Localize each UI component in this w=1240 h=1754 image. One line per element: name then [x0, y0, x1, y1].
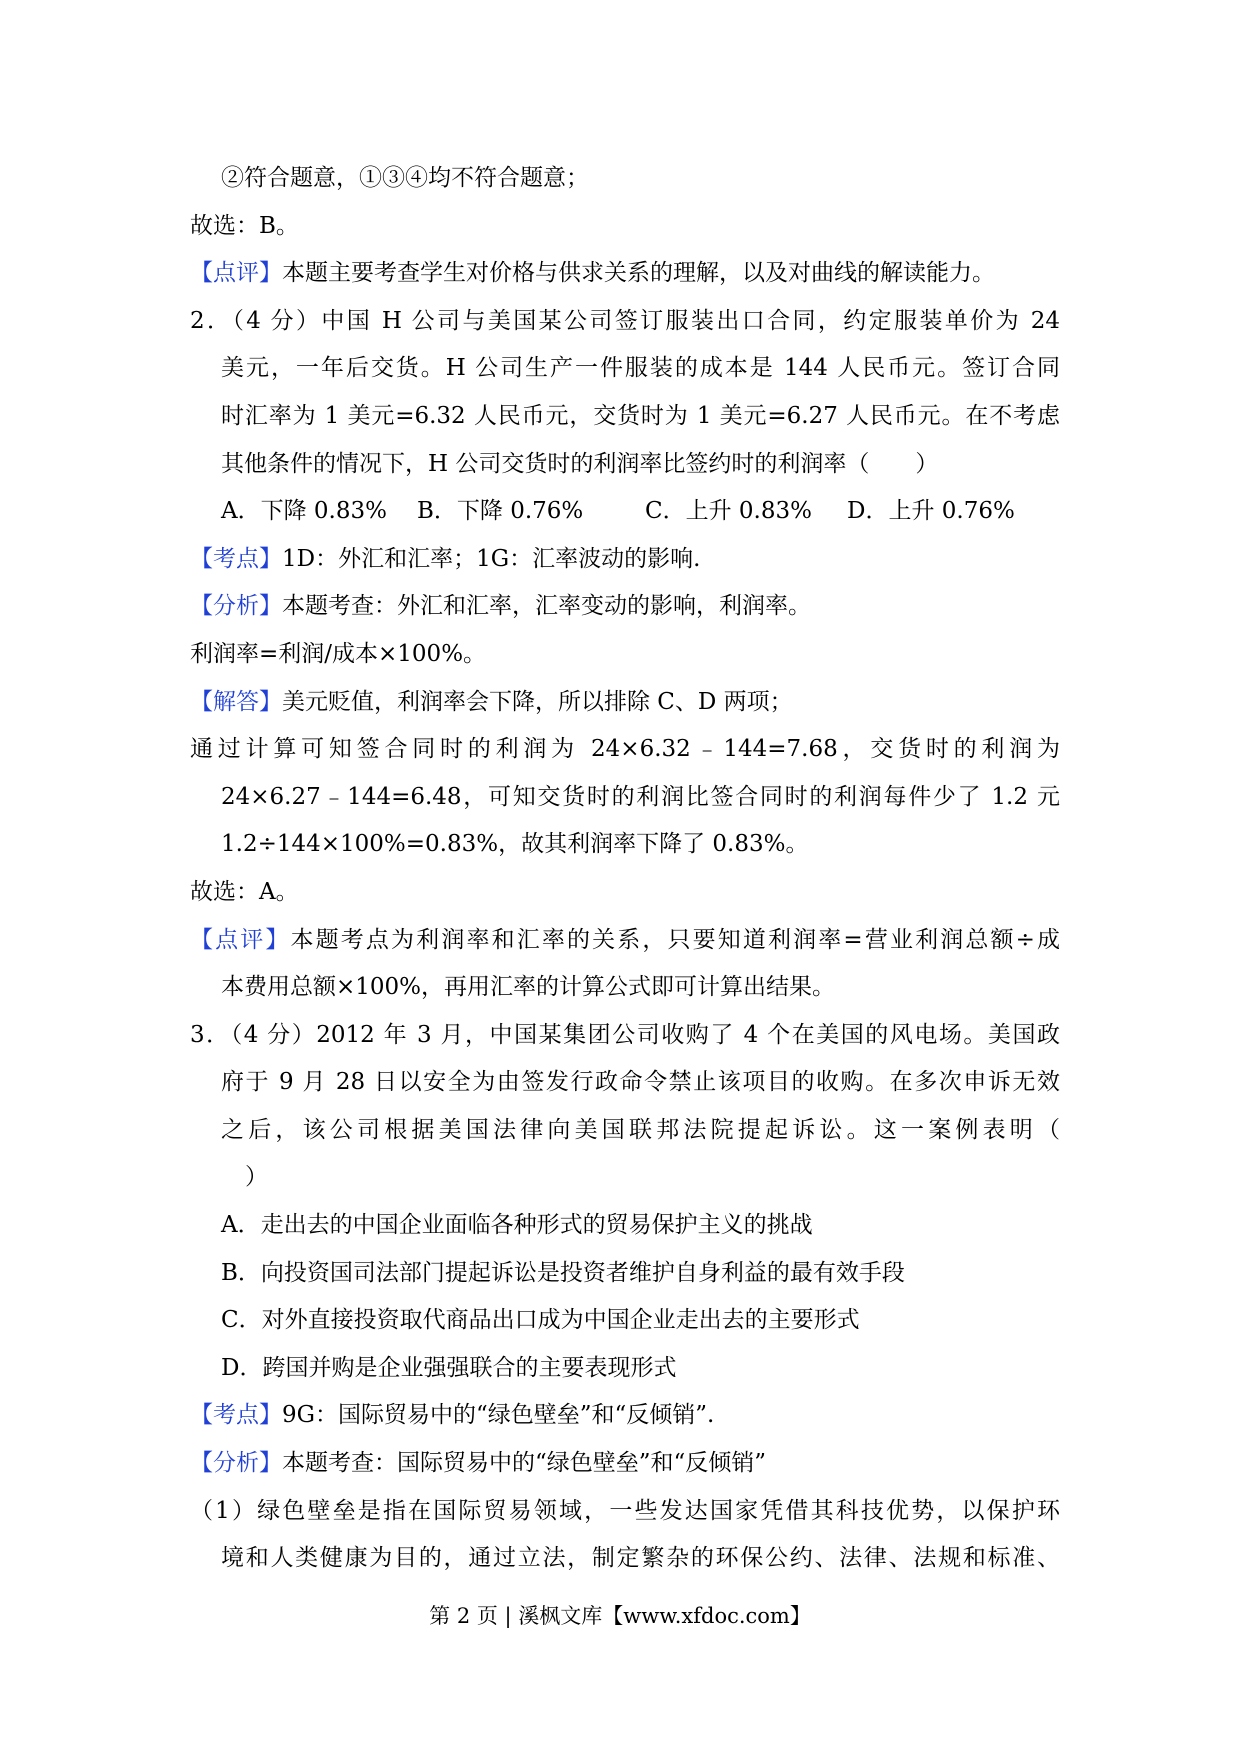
analysis-tag: 【分析】 — [190, 593, 282, 620]
analysis-text: 本题考查：国际贸易中的“绿色壁垒”和“反倾销” — [282, 1450, 767, 1477]
text-line: 故选：B。 — [190, 212, 299, 239]
keypoint-line — [190, 1392, 1060, 1440]
text-line: ②符合题意，①③④均不符合题意； — [221, 165, 589, 191]
answer-text: 美元贬值，利润率会下降，所以排除 C、D 两项； — [282, 688, 793, 715]
answer-line: 24×6.27﹣144=6.48，可知交货时的利润比签合同时的利润每件少了 1.2 元 — [221, 783, 1060, 810]
question-3-line: ） — [245, 1164, 268, 1191]
comment-line — [190, 250, 1060, 298]
keypoint-tag: 【考点】 — [190, 545, 282, 572]
option-c: C．上升 0.83% — [645, 498, 812, 525]
question-3-line: 府于 9 月 28 日以安全为由签发行政命令禁止该项目的收购。在多次申诉无效 — [221, 1069, 1060, 1096]
option-d: D．上升 0.76% — [847, 498, 1015, 525]
option-b: B．向投资国司法部门提起诉讼是投资者维护自身利益的最有效手段 — [221, 1259, 905, 1286]
answer-line: 通过计算可知签合同时的利润为 24×6.32﹣144=7.68，交货时的利润为 — [190, 736, 1060, 763]
text-line: 境和人类健康为目的，通过立法，制定繁杂的环保公约、法律、法规和标准、 — [221, 1545, 1060, 1572]
question-2-line: 美元，一年后交货。H 公司生产一件服装的成本是 144 人民币元。签订合同 — [221, 355, 1060, 382]
analysis-line — [190, 583, 1060, 631]
page-footer: 第 2 页 | 溪枫文库【www.xfdoc.com】 — [429, 1604, 811, 1628]
option-b: B．下降 0.76% — [417, 498, 584, 525]
text-line: 利润率=利润/成本×100%。 — [190, 640, 487, 667]
analysis-tag: 【分析】 — [190, 1450, 282, 1477]
question-3-line: 之后，该公司根据美国法律向美国联邦法院提起诉讼。这一案例表明（ — [221, 1116, 1060, 1143]
answer-line — [190, 679, 1060, 727]
question-2-options — [190, 488, 1060, 536]
answer-line: 1.2÷144×100%=0.83%，故其利润率下降了 0.83%。 — [221, 831, 809, 858]
text-line: 故选：A。 — [190, 878, 299, 905]
keypoint-tag: 【考点】 — [190, 1402, 282, 1429]
comment-line: 本费用总额×100%，再用汇率的计算公式即可计算出结果。 — [221, 974, 836, 1001]
keypoint-line — [190, 536, 1060, 584]
option-a: A．走出去的中国企业面临各种形式的贸易保护主义的挑战 — [221, 1212, 813, 1239]
comment-tag: 【点评】 — [190, 926, 291, 953]
analysis-text: 本题考查：外汇和汇率，汇率变动的影响，利润率。 — [282, 593, 811, 620]
question-2-line: 时汇率为 1 美元=6.32 人民币元，交货时为 1 美元=6.27 人民币元。在不考虑 — [221, 402, 1060, 429]
option-c: C．对外直接投资取代商品出口成为中国企业走出去的主要形式 — [221, 1307, 860, 1334]
comment-line — [190, 917, 1060, 965]
keypoint-text: 9G：国际贸易中的“绿色壁垒”和“反倾销”. — [282, 1402, 715, 1429]
question-3-line: 3．（4 分）2012 年 3 月，中国某集团公司收购了 4 个在美国的风电场。美国政 — [190, 1021, 1060, 1048]
analysis-line — [190, 1440, 1060, 1488]
question-2-line: 其他条件的情况下，H 公司交货时的利润率比签约时的利润率（ ） — [221, 450, 939, 477]
comment-text: 本题主要考查学生对价格与供求关系的理解，以及对曲线的解读能力。 — [282, 260, 995, 287]
question-2-line: 2．（4 分）中国 H 公司与美国某公司签订服装出口合同，约定服装单价为 24 — [190, 307, 1060, 334]
comment-tag: 【点评】 — [190, 260, 282, 287]
option-d: D．跨国并购是企业强强联合的主要表现形式 — [221, 1354, 677, 1381]
keypoint-text: 1D：外汇和汇率；1G：汇率波动的影响. — [282, 545, 701, 572]
answer-tag: 【解答】 — [190, 688, 282, 715]
option-a: A．下降 0.83% — [221, 498, 387, 525]
comment-text: 本题考点为利润率和汇率的关系，只要知道利润率=营业利润总额÷成 — [290, 926, 1060, 953]
page-body — [190, 155, 1060, 1583]
text-line: （1）绿色壁垒是指在国际贸易领域，一些发达国家凭借其科技优势，以保护环 — [190, 1497, 1060, 1524]
